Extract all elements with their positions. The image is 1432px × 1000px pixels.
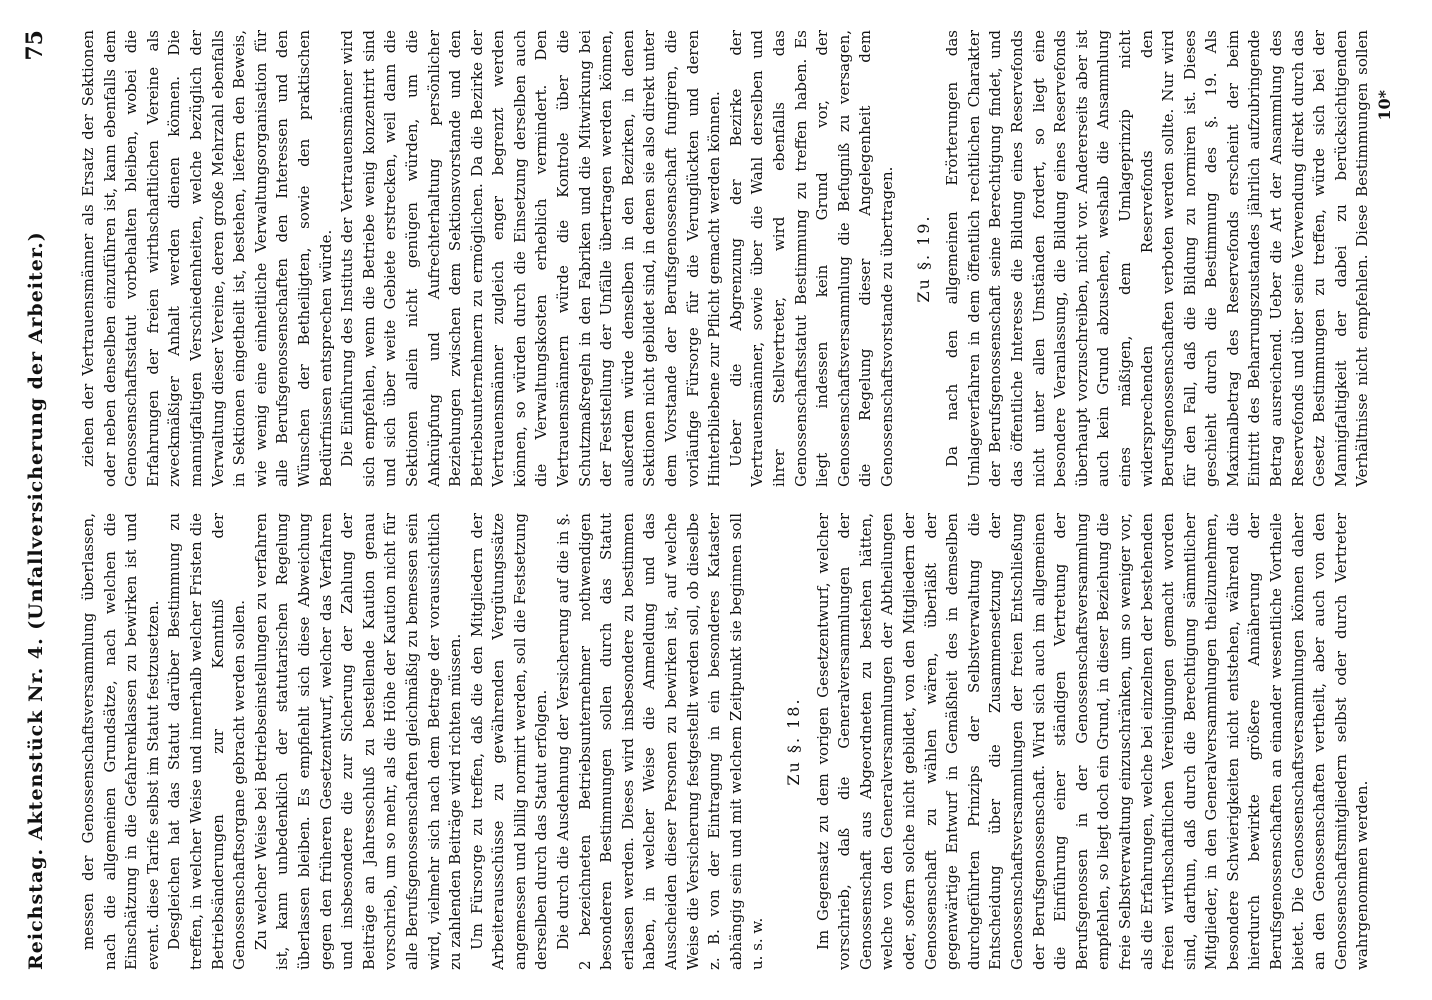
left-paragraph: Um Fürsorge zu treffen, daß die den Mitgliedern der Arbeiterausschüsse zu gewährenden Vergütungssätze angemessen und billig normirt werden, soll die Festsetzung derselben durch das Statut erfolgen.: [467, 513, 551, 970]
running-title: Reichstag. Aktenstück Nr. 4. (Unfallversicherung der Arbeiter.): [25, 231, 47, 970]
right-column: [78, 30, 1372, 487]
left-paragraph: Desgleichen hat das Statut darüber Bestimmung zu treffen, in welcher Weise und innerhalb welcher Fristen die Betriebsänderungen zur Kenntniß der Genossenschaftsorgane gebracht werden sollen.: [165, 513, 249, 970]
left-paragraph: Zu welcher Weise bei Betriebseinstellungen zu verfahren ist, kann unbedenklich der statutarischen Regelung überlassen bleiben. Es empfiehlt sich diese Abweichung gegen den früheren Gesetzentwurf, welcher das Verfahren und insbesondere die zur Sicherung der Zahlung der Beiträge an Jahresschluß zu bestellende Kaution genau vorschrieb, um so mehr, als die Höhe der Kaution nicht für alle Berufsgenossenschaften gleichmäßig zu bemessen sein wird, vielmehr sich nach dem Betrage der voraussichtlich zu zahlenden Beiträge wird richten müssen.: [251, 513, 465, 970]
left-paragraph: messen der Genossenschaftsversammlung überlassen, nach die allgemeinen Grundsätze, nach welchen die Einschätzung in die Gefahrenklassen zu bewirken ist und event. diese Tarife selbst im Statut festzusetzen.: [79, 513, 162, 970]
section-heading-18: Zu §. 18.: [784, 697, 803, 786]
left-column: [78, 513, 1372, 970]
right-paragraph: Ueber die Abgrenzung der Bezirke der Vertrauensmänner, sowie über die Wahl derselben und ihrer Stellvertreter, wird ebenfalls das Genossenschaftsstatut Bestimmung zu treffen haben. Es liegt indessen kein Grund vor, der Genossenschaftsversammlung die Befugniß zu versagen, die Regelung dieser Angelegenheit dem Genossenschaftsvorstande zu übertragen.: [726, 30, 896, 487]
section-19-paragraph: Da nach den allgemeinen Erörterungen das Umlageverfahren in dem öffentlich rechtlichen Charakter der Berufsgenossenschaft seine Berechtigung findet, und das öffentliche Interesse die Bildung eines Reservefonds nicht unter allen Umständen fordert, so liegt eine besondere Veranlassung, die Bildung eines Reservefonds überhaupt vorzuschreiben, nicht vor. Andererseits aber ist auch kein Grund abzusehen, weshalb die Ansammlung eines mäßigen, dem Umlageprinzip nicht widersprechenden Reservefonds den Berufsgenossenschaften verboten werden sollte. Nur wird für den Fall, daß die Bildung zu normiren ist. Dieses geschieht durch die Bestimmung des §. 19. Als Maximalbetrag des Reservefonds erscheint der beim Eintritt des Beharrungszustandes jährlich aufzubringende Betrag ausreichend. Ueber die Art der Ansammlung des Reservefonds und über seine Verwendung direkt durch das Gesetz Bestimmungen zu treffen, würde sich bei der Mannigfaltigkeit der dabei zu berücksichtigenden Verhältnisse nicht empfehlen. Diese Bestimmungen sollen: [943, 30, 1372, 487]
text-columns: [78, 30, 1372, 970]
section-heading-19: Zu §. 19.: [913, 214, 933, 303]
left-paragraph: Die durch die Ausdehnung der Versicherung auf die in §. 2 bezeichneten Betriebsunternehmer nothwendigen besonderen Bestimmungen sollen durch das Statut erlassen werden. Dieses wird insbesondere zu bestimmen haben, in welcher Weise die Anmeldung und das Ausscheiden dieser Personen zu bewirken ist, auf welche Weise die Versicherung festgestellt werden soll, ob dieselbe z. B. von der Eintragung in ein besonderes Kataster abhängig sein und mit welchem Zeitpunkt sie beginnen soll u. s. w.: [554, 513, 767, 970]
page-header: [22, 30, 72, 970]
section-18-paragraph: Im Gegensatz zu dem vorigen Gesetzentwurf, welcher vorschrieb, daß die Generalversammlungen der Genossenschaft aus Abgeordneten zu bestehen hätten, welche von den Generalversammlungen der Abtheilungen oder, sofern solche nicht gebildet, von den Mitgliedern der Genossenschaft zu wählen wären, überläßt der gegenwärtige Entwurf in Gemäßheit des in demselben durchgeführten Prinzips der Selbstverwaltung die Entscheidung über die Zusammensetzung der Genossenschaftsversammlungen der freien Entschließung der Berufsgenossenschaft. Wird sich auch im allgemeinen die Einführung einer ständigen Vertretung der Berufsgenossen in der Genossenschaftsversammlung empfehlen, so liegt doch ein Grund, in dieser Beziehung die freie Selbstverwaltung einzuschränken, um so weniger vor, als die Erfahrungen, welche bei einzelnen der bestehenden freien wirthschaftlichen Vereinigungen gemacht worden sind, darthun, daß durch die Berechtigung sämmtlicher Mitglieder, in den Generalversammlungen theilzunehmen, besondere Schwierigkeiten nicht entstehen, während die hierdurch bewirkte größere Annäherung der Berufsgenossenschaften an einander wesentliche Vortheile bietet. Die Genossenschaftsversammlungen können daher an den Genossenschaften vertheilt, aber auch von den Genossenschaftsmitgliedern selbst oder durch Vertreter wahrgenommen werden.: [813, 513, 1372, 970]
right-paragraph: ziehen der Vertrauensmänner als Ersatz der Sektionen oder neben denselben einzuführen ist, kann ebenfalls dem Genossenschaftsstatut vorbehalten bleiben, wobei die Erfahrungen der freien wirthschaftlichen Vereine als zweckmäßiger Anhalt werden dienen können. Die mannigfaltigen Verschiedenheiten, welche bezüglich der Verwaltung dieser Vereine, deren große Mehrzahl ebenfalls in Sektionen eingetheilt ist, bestehen, liefern den Beweis, wie wenig eine einheitliche Verwaltungsorganisation für alle Berufsgenossenschaften den Interessen und den Wünschen der Betheiligten, sowie den praktischen Bedürfnissen entsprechen würde.: [79, 30, 335, 487]
signature-mark: 10*: [1375, 90, 1394, 121]
right-paragraph: Die Einführung des Instituts der Vertrauensmänner wird sich empfehlen, wenn die Betriebe wenig konzentrirt sind und sich über weite Gebiete erstrecken, weil dann die Sektionen allein nicht genügen würden, um die Anknüpfung und Aufrechterhaltung persönlicher Beziehungen zwischen dem Sektionsvorstande und den Betriebsunternehmern zu ermöglichen. Da die Bezirke der Vertrauensmänner zugleich enger begrenzt werden können, so würden durch die Einsetzung derselben auch die Verwaltungskosten erheblich vermindert. Den Vertrauensmännern würde die Kontrole über die Schutzmaßregeln in den Fabriken und die Mitwirkung bei der Feststellung der Unfälle übertragen werden können, außerdem würde denselben in den Bezirken, in denen Sektionen nicht gebildet sind, in denen sie also direkt unter dem Vorstande der Berufsgenossenschaft fungiren, die vorläufige Fürsorge für die Verunglückten und deren Hinterbliebene zur Pflicht gemacht werden können.: [338, 30, 724, 487]
page-number: 75: [22, 30, 48, 61]
